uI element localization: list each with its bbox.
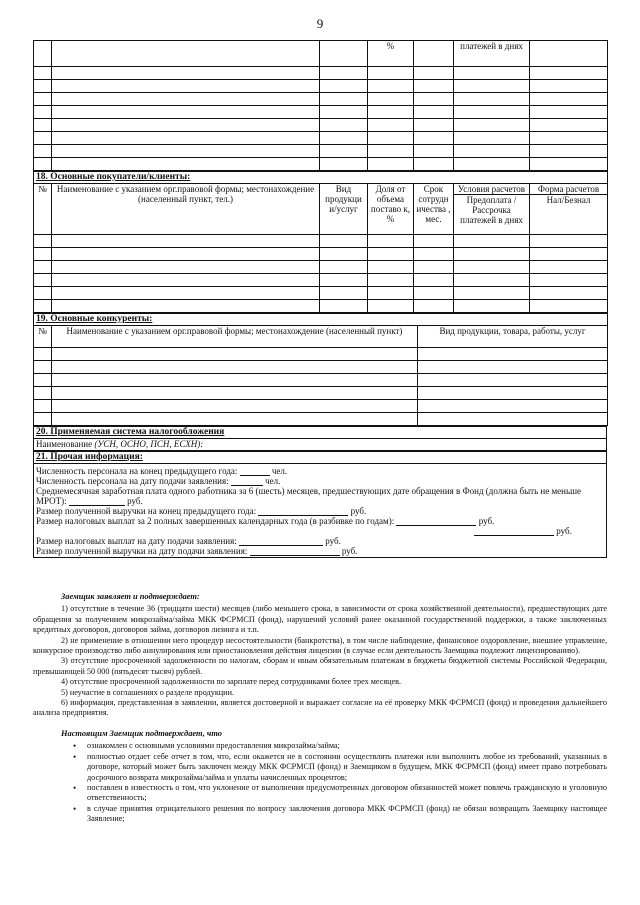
table-row — [34, 348, 608, 361]
col-name: Наименование с указанием орг.правовой формы; местонахождение (населенный пункт) — [52, 326, 418, 348]
table-row — [34, 80, 608, 93]
table-row — [34, 274, 608, 287]
tax-system-label: Наименование — [36, 439, 93, 449]
tax-now-field[interactable] — [239, 536, 323, 546]
col-terms-sub: Предоплата / Рассрочка платежей в днях — [454, 195, 530, 235]
table-row — [34, 413, 608, 426]
tax-2-years-label: Размер налоговых выплат за 2 полных завершенных календарных года (в разбивке по годам): — [36, 516, 395, 526]
other-info-table — [33, 451, 607, 558]
statement-item: 3) отсутствие просроченной задолженности по налогам, сборам и иным обязательным платежам в бюджеты бюджетной системы Российской Федерации, превышающей 50 000 (пятьдесят тысяч) рублей. — [33, 656, 607, 676]
customers-table — [33, 171, 608, 313]
revenue-end-year-field[interactable] — [258, 506, 348, 516]
section-19-title: 19. Основные конкуренты: — [34, 314, 608, 326]
page-number: 9 — [316, 16, 324, 31]
revenue-now-label: Размер полученной выручки на дату подачи заявления: — [36, 546, 248, 556]
percent-label: % — [368, 41, 414, 67]
staff-now-field[interactable] — [231, 476, 263, 486]
rub-unit: руб. — [325, 536, 341, 546]
col-num: № — [34, 184, 52, 235]
list-item: • ознакомлен с основными условиями предоставления микрозайма/займа; — [73, 741, 340, 752]
statement-item: 2) не применение в отношении него процедур несостоятельности (банкротства), в том числе наблюдение, финансовое оздоровление, внешнее управление, конкурсное производство либо аннулирования или приостановления действия лицензии (в случае если деятельность Заемщика подлежит лицензированию). — [33, 635, 607, 656]
col-term: Срок сотрудн ичества , мес. — [414, 184, 454, 235]
tax-year-2-field[interactable] — [474, 526, 554, 536]
table-row — [34, 106, 608, 119]
col-name: Наименование с указанием орг.правовой формы; местонахождение (населенный пункт, тел.) — [52, 184, 320, 235]
col-share: Доля от объема поставо к, % — [368, 184, 414, 235]
form-sheet — [33, 40, 607, 558]
list-item: • поставлен в известность о том, что уклонение от выполнения предусмотренных договором обязанностей может повлечь гражданскую и уголовную ответственность; — [73, 782, 607, 803]
revenue-now-field[interactable] — [250, 546, 340, 556]
table-row — [34, 145, 608, 158]
statement-item: 5) неучастие в соглашениях о разделе продукции. — [61, 687, 234, 697]
table-row — [34, 158, 608, 171]
tax-year-1-field[interactable] — [396, 516, 476, 526]
suppliers-table-continuation — [33, 40, 608, 171]
bullet-icon: • — [73, 803, 77, 814]
list-item: • полностью отдает себе отчет в том, что, если окажется не в состоянии осуществлять платежи или выполнить любое из требований, указанных в договоре, который может быть заключен между МКК ФСРМСП (фонд) и Заемщиком в будущем, МКК ФСРМСП (фонд) имеет право потребовать досрочного возврата микрозайма/займа и уплаты начисленных процентов; — [73, 751, 607, 782]
table-row — [34, 93, 608, 106]
rub-unit: руб. — [341, 546, 358, 556]
table-row — [34, 387, 608, 400]
confirm-heading: Настоящим Заемщик подтверждает, что — [61, 728, 222, 738]
table-row — [34, 361, 608, 374]
statement-item: 6) информация, представленная в заявлении, является достоверной и выражает согласие на её проверку МКК ФСРМСП (фонд) и проведения дальнейшего анализа предприятия. — [33, 698, 607, 718]
table-row — [34, 400, 608, 413]
payments-days-label: платежей в днях — [454, 41, 530, 67]
col-type: Вид продукции, товара, работы, услуг — [418, 326, 608, 348]
borrower-statement — [33, 592, 607, 825]
avg-salary-field[interactable] — [69, 496, 125, 506]
statement-item: 4) отсутствие просроченной задолженности по зарплате перед сотрудниками более трех месяцев. — [61, 677, 402, 687]
confirm-list — [33, 741, 607, 824]
bullet-icon: • — [73, 782, 77, 793]
table-row — [34, 248, 608, 261]
competitors-table — [33, 313, 608, 426]
tax-system-value: (УСН, ОСНО, ПСН, ЕСХН): — [94, 439, 204, 449]
table-row — [34, 235, 608, 248]
staff-now-label: Численность персонала на дату подачи заявления: — [36, 476, 229, 486]
rub-unit: руб. — [127, 496, 143, 506]
col-type: Вид продукци и/услуг — [320, 184, 368, 235]
table-row — [34, 119, 608, 132]
staff-end-year-field[interactable] — [240, 466, 270, 476]
col-terms: Условия расчетов — [454, 184, 530, 195]
table-row — [34, 374, 608, 387]
bullet-icon: • — [73, 741, 77, 752]
tax-now-label: Размер налоговых выплат на дату подачи заявления: — [36, 536, 237, 546]
statement-heading: Заемщик заявляет и подтверждает: — [61, 592, 200, 601]
table-row — [34, 261, 608, 274]
col-form: Форма расчетов — [530, 184, 608, 195]
people-unit: чел. — [265, 476, 281, 486]
tax-system-table — [33, 426, 607, 451]
section-18-title: 18. Основные покупатели/клиенты: — [34, 172, 608, 184]
rub-unit: руб. — [556, 526, 572, 536]
table-row — [34, 287, 608, 300]
section-21-title: 21. Прочая информация: — [34, 452, 607, 464]
table-row — [34, 67, 608, 80]
table-row — [34, 132, 608, 145]
bullet-icon: • — [73, 751, 77, 762]
rub-unit: руб. — [350, 506, 367, 516]
statement-item: 1) отсутствие в течение 36 (тридцати шести) месяцев (либо меньшего срока, в зависимости от срока хозяйственной деятельности), предшествующих дате обращения за получением микрозайма/займа МКК ФСРМСП (фонд), нарушений условий ранее оказанной государственной поддержки, а также заключенных кредитных договоров, договоров займа, договоров лизинга и т.п. — [33, 604, 607, 635]
col-form-sub: Нал/Безнал — [530, 195, 608, 235]
table-row — [34, 300, 608, 313]
list-item: • в случае принятия отрицательного решения по вопросу заключения договора МКК ФСРМСП (фонд) не обязан возвращать Заемщику настоящее Заявление; — [73, 803, 607, 824]
avg-salary-label: Среднемесячная заработная плата одного работника за 6 (шесть) месяцев, предшествующих дате обращения в Фонд (должна быть не меньше МРОТ): — [36, 486, 582, 506]
section-20-title: 20. Применяемая система налогообложения — [34, 427, 607, 439]
rub-unit: руб. — [478, 516, 495, 526]
people-unit: чел. — [271, 466, 288, 476]
col-num: № — [34, 326, 52, 348]
revenue-end-year-label: Размер полученной выручки на конец предыдущего года: — [36, 506, 257, 516]
staff-end-year-label: Численность персонала на конец предыдущего года: — [36, 466, 238, 476]
